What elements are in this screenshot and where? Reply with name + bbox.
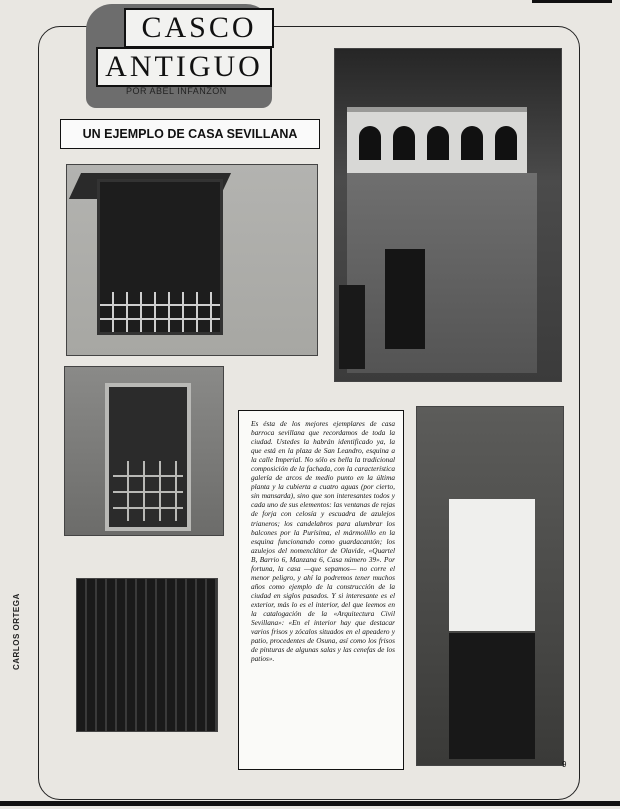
section-logo-line2: ANTIGUO (96, 47, 272, 87)
photo-azulejo-panel (76, 578, 218, 732)
page-number: 9 (562, 760, 567, 769)
bottom-rule (0, 801, 620, 806)
article-text-box (238, 410, 404, 770)
window-frame (105, 383, 191, 531)
photo-doorway (416, 406, 564, 766)
photo-window-grille (66, 164, 318, 356)
section-logo-line1: CASCO (124, 8, 274, 48)
arch (393, 126, 415, 160)
arch (495, 126, 517, 160)
author-byline: POR ABEL INFANZÓN (126, 86, 227, 96)
facade-wall (347, 173, 537, 373)
article-body: Es ésta de los mejores ejemplares de casa barroca sevillana que recordamos de toda la ciudad. Ustedes la habrán identificado ya, la que está en la plaza de San Leandro, esquina a la calle Imperial. No sólo es bella la tradicional composición de la fachada, con la característica galería de arcos de medio punto en la última planta y la cubierta a cuatro aguas (por cierto, sin mansarda), sino que son interesantes todos y cada uno de sus elementos: las ventanas de rejas de forja con celosía y escuadra de azulejos trianeros; los candelabros para alumbrar los balcones por la Purísima, el mármolillo en la esquina funcionando como guardacantón; los azulejos del nomenclátor de Olavide, «Quartel B, Barrio 6, Manzana 6, Casa número 39». Por fortuna, la casa —que sepamos— no corre el menor peligro, y ahí la podremos tener muchos años como ejemplo de la construcción de la ciudad en siglos pasados. Y si interesante es el exterior, más lo es el interior, del que leemos en la catalogación de la «Arquitectura Civil Sevillana»: «En el interior hay que destacar varios frisos y zócalos situados en el apeadero y patio, procedentes de Osuna, así como los frisos de pinturas de algunas salas y las cenefas de los patios». (251, 419, 395, 664)
photo-house-facade (334, 48, 562, 382)
arch (461, 126, 483, 160)
article-title: UN EJEMPLO DE CASA SEVILLANA (60, 119, 320, 149)
arch (359, 126, 381, 160)
doorway-dark (449, 633, 535, 759)
arched-gallery (347, 107, 527, 176)
photo-credit: CARLOS ORTEGA (12, 593, 21, 670)
photo-tiled-window (64, 366, 224, 536)
doorway-light (449, 499, 535, 631)
window-bars-horizontal (100, 292, 220, 332)
window-grid (113, 461, 183, 521)
top-print-mark (532, 0, 612, 3)
facade-balcony (385, 249, 425, 349)
window-opening (97, 179, 223, 335)
facade-door (339, 285, 365, 369)
arch (427, 126, 449, 160)
